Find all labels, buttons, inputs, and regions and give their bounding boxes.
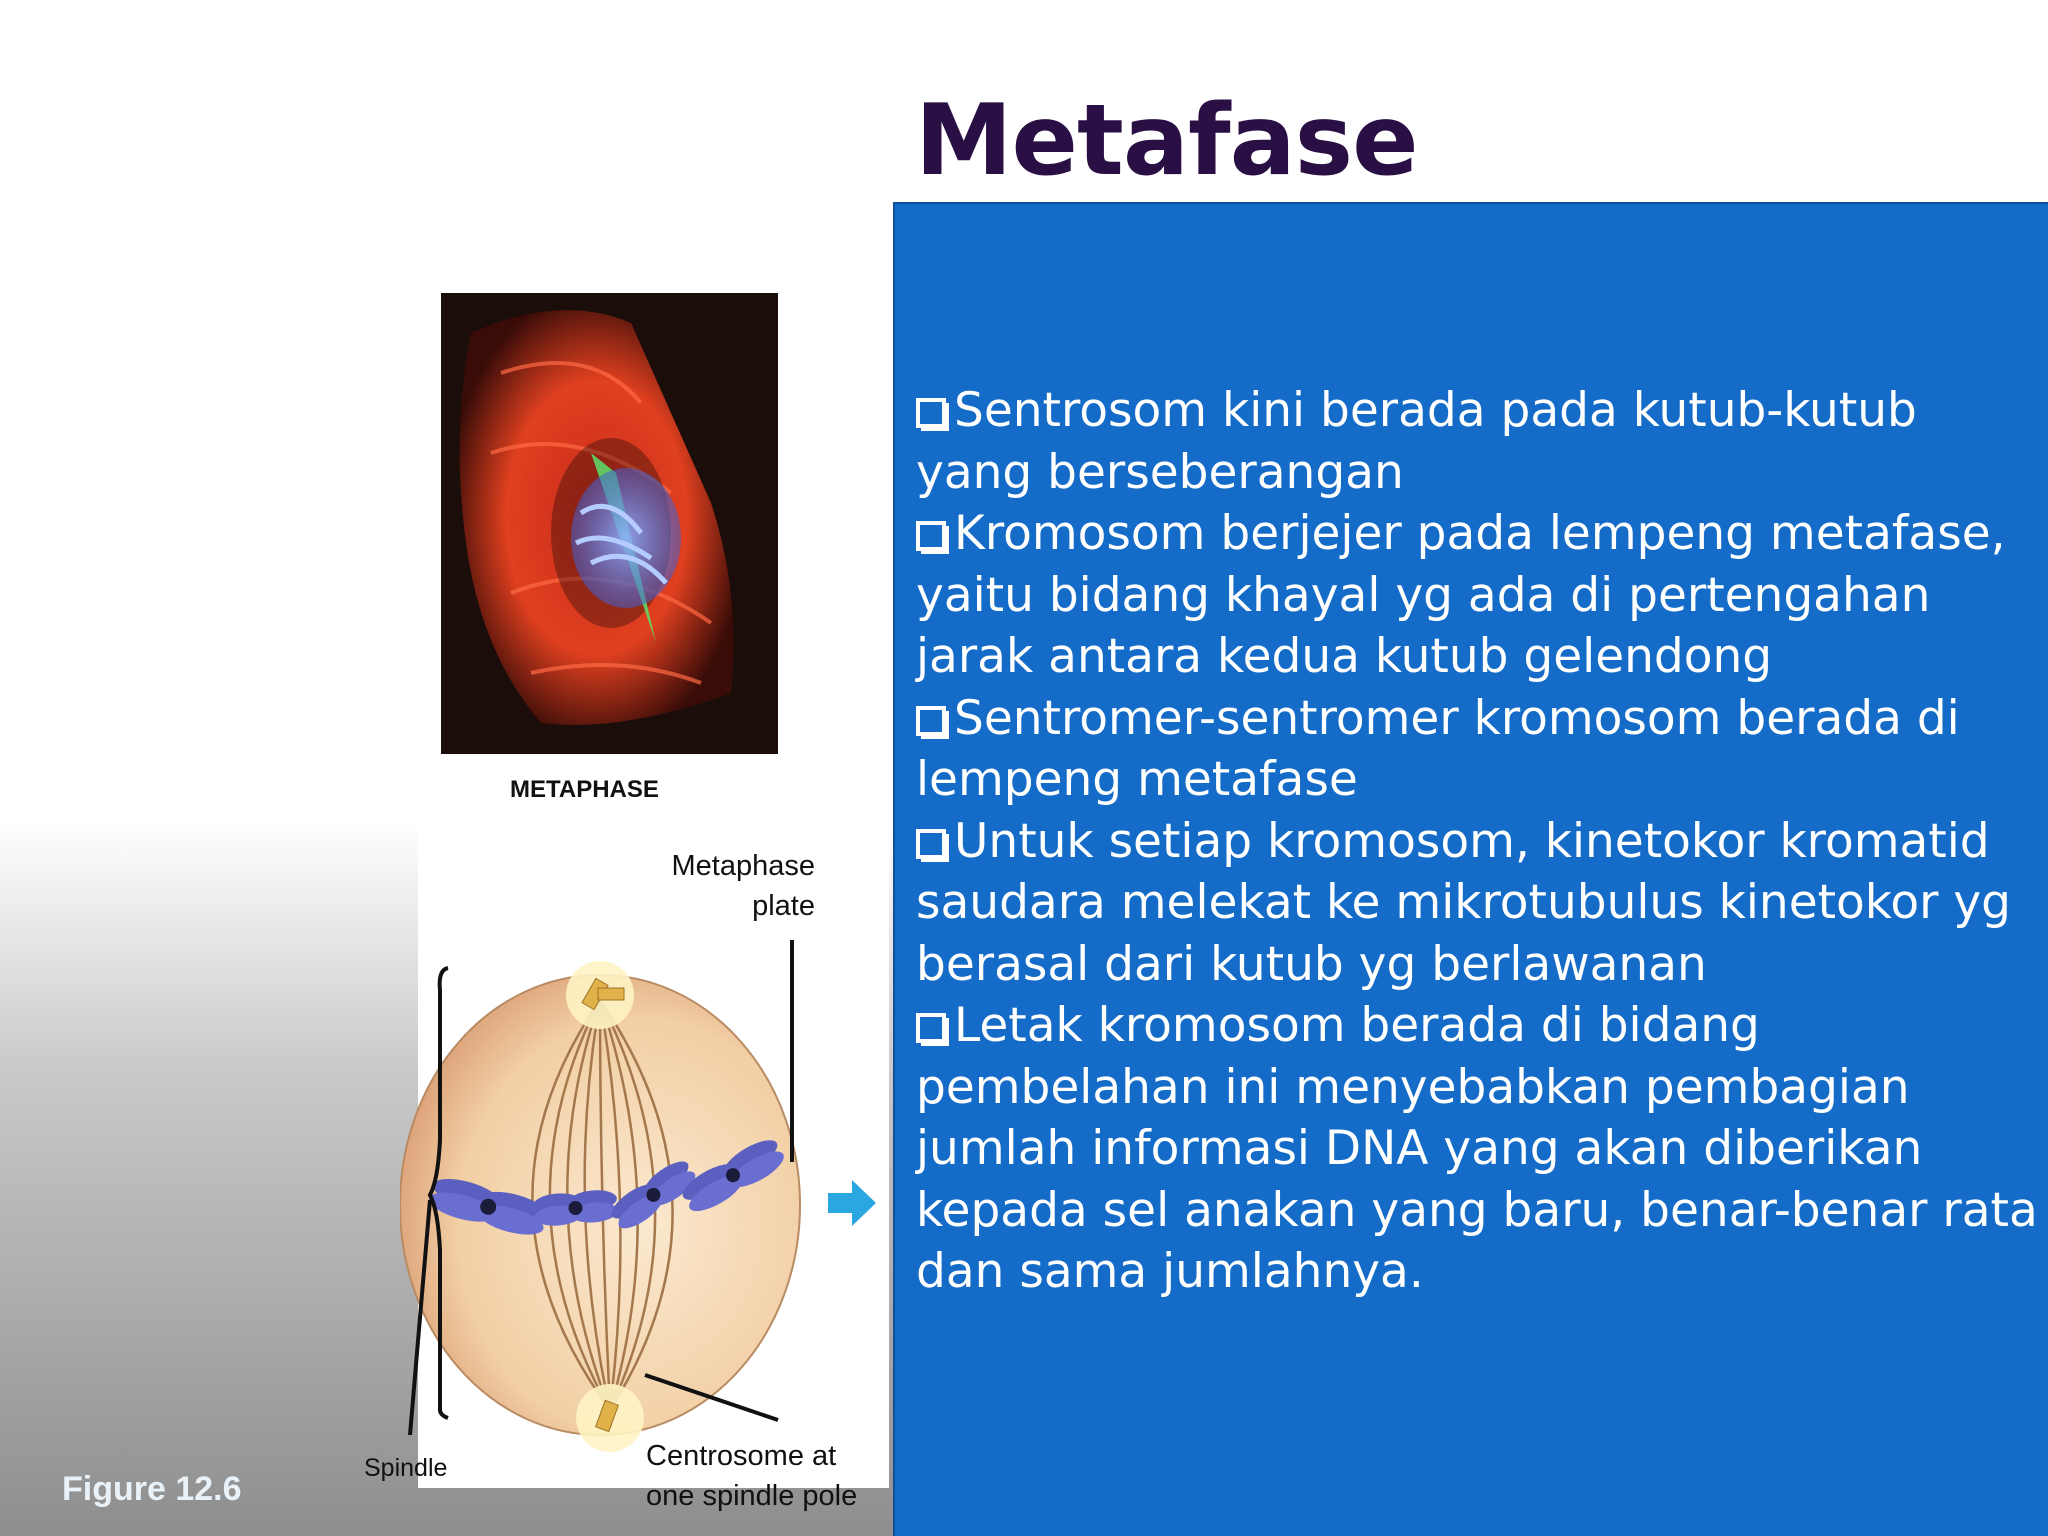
figure-number: Figure 12.6 xyxy=(62,1470,242,1508)
checkbox-bullet-icon xyxy=(916,829,946,859)
checkbox-bullet-icon xyxy=(916,521,946,551)
checkbox-bullet-icon xyxy=(916,398,946,428)
bullet-item: Untuk setiap kromosom, kinetokor kromatid saudara melekat ke mikrotubulus kinetokor yg berasal dari kutub yg berlawanan xyxy=(916,813,2011,992)
bullet-item: Kromosom berjejer pada lempeng metafase, yaitu bidang khayal yg ada di pertengahan jarak antara kedua kutub gelendong xyxy=(916,506,2006,684)
bullet-item: Sentromer-sentromer kromosom berada di lempeng metafase xyxy=(916,690,1960,807)
centrosome-label: Centrosome at one spindle pole xyxy=(646,1440,858,1512)
bullet-item: Letak kromosom berada di bidang pembelahan ini menyebabkan pembagian jumlah informasi DNA yang akan diberikan kepada sel anakan yang baru, benar-benar rata dan sama jumlahnya. xyxy=(916,998,2038,1299)
metaphase-micrograph xyxy=(441,293,778,754)
photo-caption: METAPHASE xyxy=(510,776,659,803)
checkbox-bullet-icon xyxy=(916,1013,946,1043)
checkbox-bullet-icon xyxy=(916,706,946,736)
bullet-item: Sentrosom kini berada pada kutub-kutub yang berseberangan xyxy=(916,383,1917,500)
metaphase-plate-label: Metaphase plate xyxy=(671,850,815,922)
bullet-list xyxy=(916,380,2041,1303)
spindle-label: Spindle xyxy=(364,1454,448,1482)
metaphase-cell-diagram xyxy=(400,940,820,1480)
arrow-right-icon xyxy=(828,1180,878,1226)
slide-title: Metafase xyxy=(915,84,1418,198)
